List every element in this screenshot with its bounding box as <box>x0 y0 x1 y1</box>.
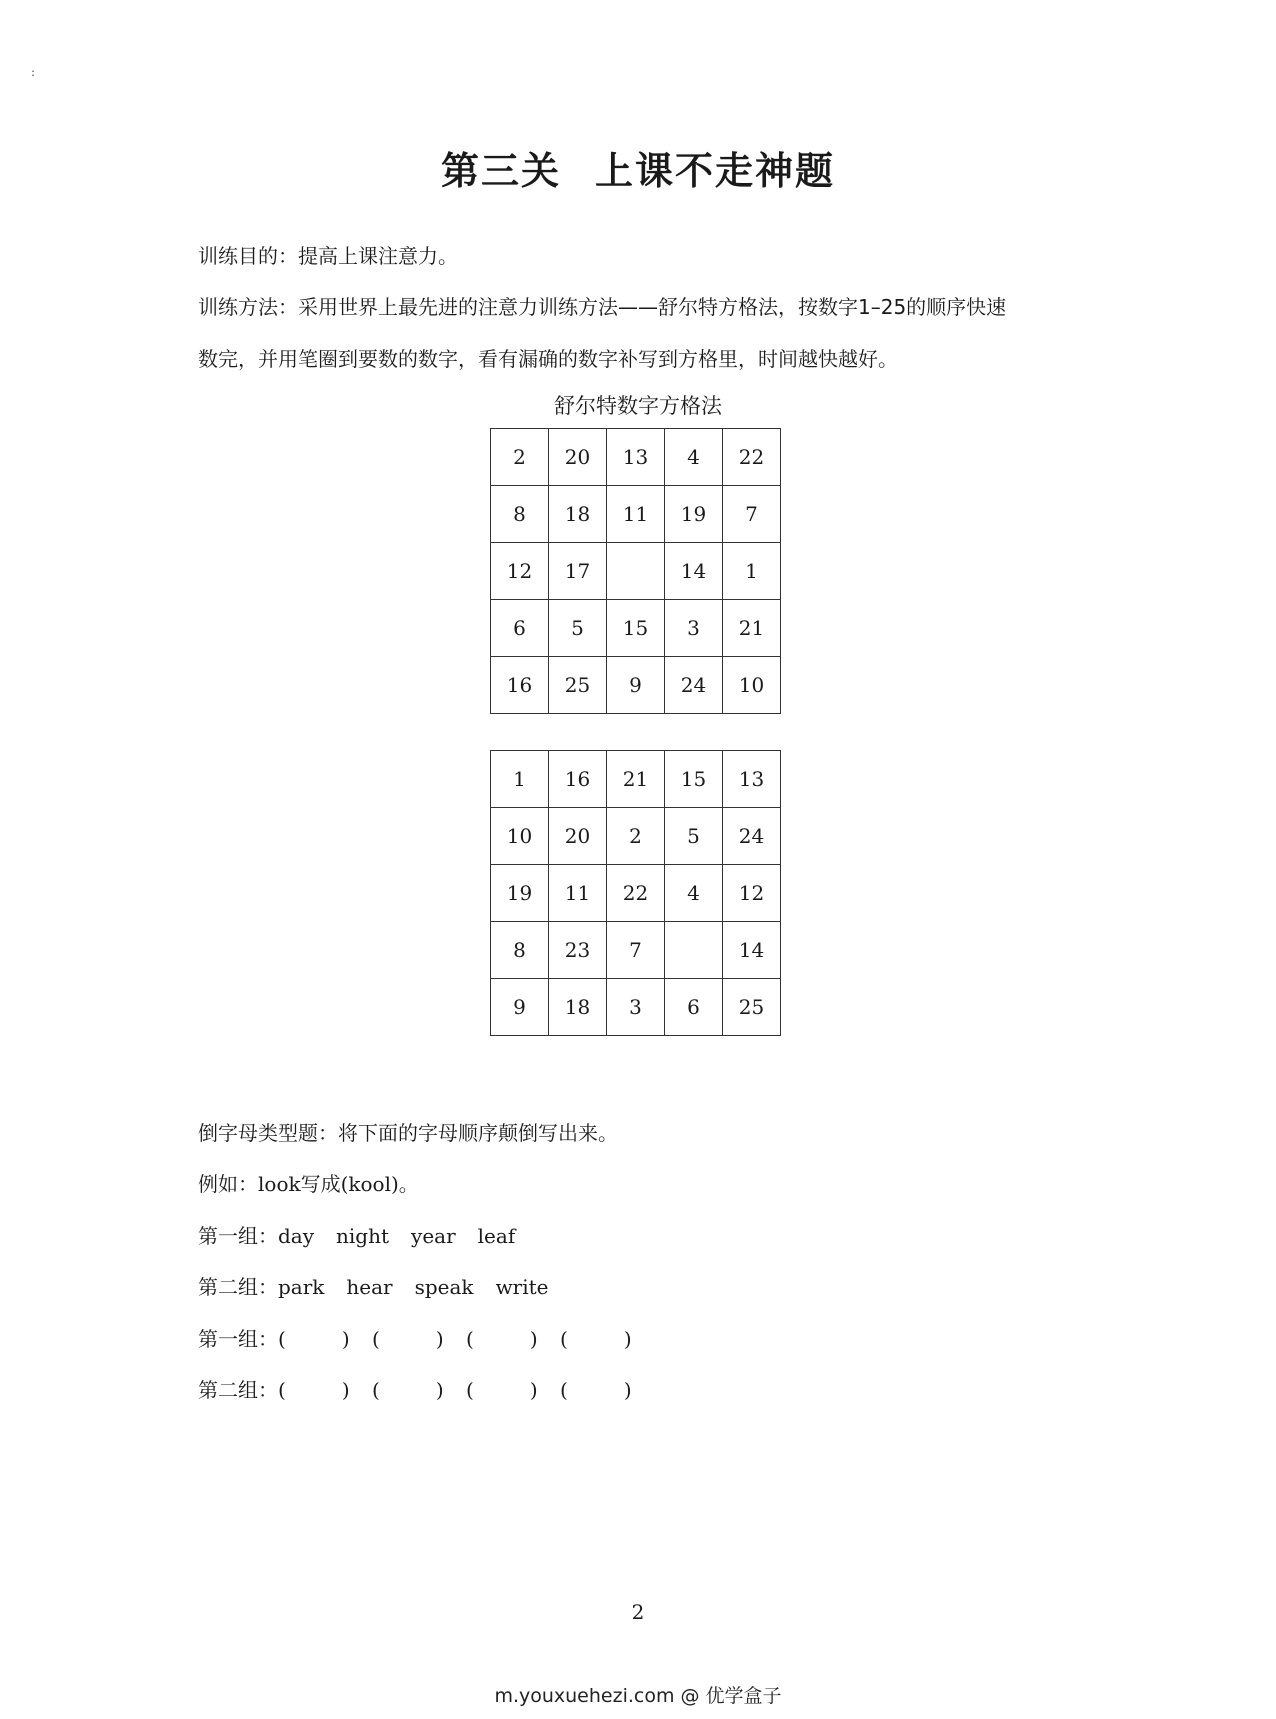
open-paren: ( <box>372 1378 380 1402</box>
method-text-2: 数完，并用笔圈到要数的数字，看有漏确的数字补写到方格里，时间越快越好。 <box>198 347 898 371</box>
grid-cell: 24 <box>723 808 781 865</box>
purpose-label: 训练目的： <box>198 244 298 268</box>
grid-cell: 6 <box>665 979 723 1036</box>
example-line <box>198 1168 419 1197</box>
grid-cell: 17 <box>549 543 607 600</box>
grid-cell: 18 <box>549 979 607 1036</box>
grid-caption: 舒尔特数字方格法 <box>554 394 722 418</box>
close-paren: ) <box>435 1378 444 1402</box>
grid-cell: 2 <box>491 429 549 486</box>
purpose-line <box>198 240 458 269</box>
footer-watermark: m.youxuehezi.com @ 优学盒子 <box>494 1685 782 1707</box>
grid-cell: 25 <box>549 657 607 714</box>
answer-blank[interactable] <box>560 1327 654 1351</box>
grid-cell: 12 <box>723 865 781 922</box>
grid-cell: 20 <box>549 429 607 486</box>
group2-label: 第二组： <box>198 1275 278 1299</box>
open-paren: ( <box>278 1378 286 1402</box>
grid-cell: 8 <box>491 486 549 543</box>
grid-row <box>491 657 781 714</box>
close-paren: ) <box>623 1378 632 1402</box>
grid-cell: 3 <box>665 600 723 657</box>
method-line-2 <box>198 343 898 372</box>
group1-answers <box>198 1323 654 1352</box>
grid-cell: 16 <box>549 751 607 808</box>
close-paren: ) <box>341 1327 350 1351</box>
close-paren: ) <box>623 1327 632 1351</box>
grid-cell: 25 <box>723 979 781 1036</box>
grid-row <box>491 600 781 657</box>
grid-cell: 13 <box>607 429 665 486</box>
answer1-label: 第一组： <box>198 1327 278 1351</box>
grid-cell: 5 <box>549 600 607 657</box>
grid-cell: 1 <box>491 751 549 808</box>
close-paren: ) <box>341 1378 350 1402</box>
answer-blank[interactable] <box>560 1378 654 1402</box>
grid-row <box>491 486 781 543</box>
word: day <box>278 1224 315 1248</box>
grid-cell: 3 <box>607 979 665 1036</box>
word: park <box>278 1275 325 1299</box>
grid-cell: 16 <box>491 657 549 714</box>
grid-cell: 20 <box>549 808 607 865</box>
grid-cell: 9 <box>607 657 665 714</box>
grid-cell: 14 <box>723 922 781 979</box>
close-paren: ) <box>435 1327 444 1351</box>
grid-cell-blank <box>607 543 665 600</box>
grid-cell: 1 <box>723 543 781 600</box>
answer-blank[interactable] <box>278 1378 372 1402</box>
open-paren: ( <box>466 1378 474 1402</box>
open-paren: ( <box>560 1327 568 1351</box>
open-paren: ( <box>372 1327 380 1351</box>
answer2-label: 第二组： <box>198 1378 278 1402</box>
reverse-intro <box>198 1117 618 1146</box>
grid-cell: 7 <box>607 922 665 979</box>
grid-cell: 6 <box>491 600 549 657</box>
example-text: look写成(kool)。 <box>258 1172 419 1196</box>
corner-mark: : <box>31 65 36 79</box>
answer-blank[interactable] <box>372 1327 466 1351</box>
grid-cell: 4 <box>665 865 723 922</box>
grid-cell: 8 <box>491 922 549 979</box>
word: year <box>411 1224 456 1248</box>
example-label: 例如： <box>198 1172 258 1196</box>
page-number: 2 <box>631 1600 645 1624</box>
open-paren: ( <box>278 1327 286 1351</box>
grid-cell: 10 <box>723 657 781 714</box>
grid-cell: 4 <box>665 429 723 486</box>
grid-cell: 13 <box>723 751 781 808</box>
close-paren: ) <box>529 1378 538 1402</box>
grid-cell: 9 <box>491 979 549 1036</box>
grid-row <box>491 865 781 922</box>
grid-cell: 15 <box>607 600 665 657</box>
grid-cell: 14 <box>665 543 723 600</box>
title-part1: 第三关 <box>440 149 561 193</box>
grid-cell: 10 <box>491 808 549 865</box>
grid-cell: 22 <box>723 429 781 486</box>
word: hear <box>346 1275 393 1299</box>
method-text-1: 采用世界上最先进的注意力训练方法——舒尔特方格法，按数字1–25的顺序快速 <box>298 295 1007 319</box>
grid-cell-blank <box>665 922 723 979</box>
word: night <box>336 1224 390 1248</box>
grid-cell: 5 <box>665 808 723 865</box>
grid-cell: 11 <box>549 865 607 922</box>
answer-blank[interactable] <box>466 1378 560 1402</box>
method-line-1 <box>198 291 1006 320</box>
answer-blank[interactable] <box>372 1378 466 1402</box>
word: leaf <box>477 1224 516 1248</box>
grid-cell: 21 <box>723 600 781 657</box>
group2-answers <box>198 1374 654 1403</box>
reverse-text: 将下面的字母顺序颠倒写出来。 <box>338 1121 618 1145</box>
method-label: 训练方法： <box>198 295 298 319</box>
word: speak <box>414 1275 474 1299</box>
open-paren: ( <box>466 1327 474 1351</box>
grid-cell: 22 <box>607 865 665 922</box>
close-paren: ) <box>529 1327 538 1351</box>
answer-blank[interactable] <box>278 1327 372 1351</box>
title-part2: 上课不走神题 <box>595 149 836 193</box>
answer-blank[interactable] <box>466 1327 560 1351</box>
grid-cell: 7 <box>723 486 781 543</box>
reverse-label: 倒字母类型题： <box>198 1121 338 1145</box>
grid-cell: 23 <box>549 922 607 979</box>
grid-cell: 12 <box>491 543 549 600</box>
grid-row <box>491 922 781 979</box>
grid-row <box>491 979 781 1036</box>
grid-cell: 24 <box>665 657 723 714</box>
grid-cell: 18 <box>549 486 607 543</box>
grid-cell: 19 <box>665 486 723 543</box>
grid-cell: 2 <box>607 808 665 865</box>
group2-words <box>198 1271 571 1300</box>
page-title <box>0 140 1276 195</box>
grid-cell: 15 <box>665 751 723 808</box>
grid-cell: 19 <box>491 865 549 922</box>
grid-cell: 11 <box>607 486 665 543</box>
grid-row <box>491 808 781 865</box>
grid-row <box>491 429 781 486</box>
group1-label: 第一组： <box>198 1224 278 1248</box>
grid-cell: 21 <box>607 751 665 808</box>
schulte-grid-1 <box>490 428 781 714</box>
purpose-text: 提高上课注意力。 <box>298 244 458 268</box>
open-paren: ( <box>560 1378 568 1402</box>
grid-row <box>491 751 781 808</box>
group1-words <box>198 1220 537 1249</box>
word: write <box>495 1275 549 1299</box>
grid-row <box>491 543 781 600</box>
schulte-grid-2 <box>490 750 781 1036</box>
